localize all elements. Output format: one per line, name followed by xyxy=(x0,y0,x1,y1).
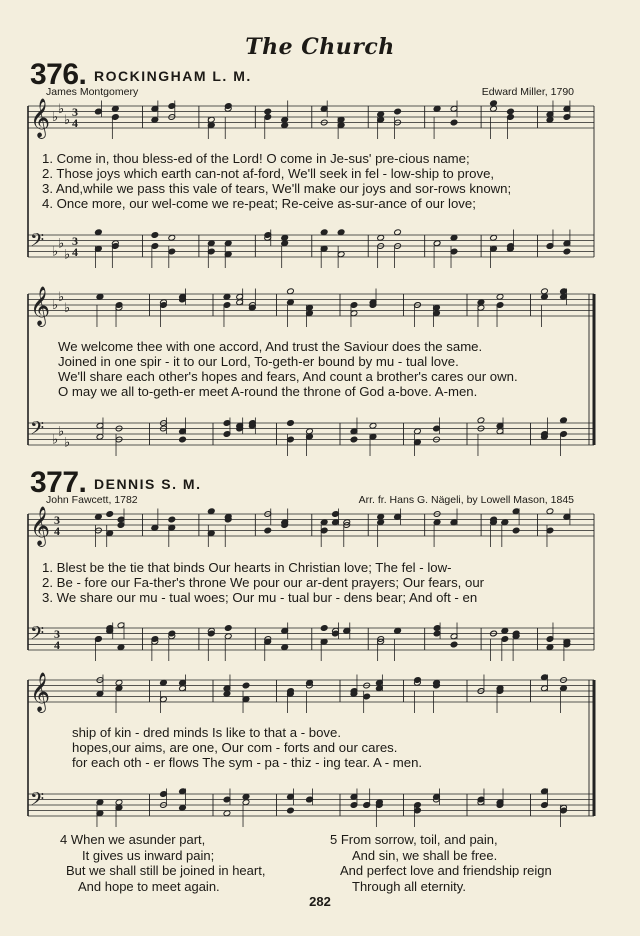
bass-clef-icon: 𝄢 xyxy=(30,789,45,815)
words-credit: John Fawcett, 1782 xyxy=(46,494,138,506)
note-head xyxy=(223,293,231,300)
note-head xyxy=(394,627,402,634)
note-head xyxy=(414,428,422,435)
note-head xyxy=(115,679,123,686)
note-head xyxy=(106,511,114,518)
page-number: 282 xyxy=(309,894,331,909)
section-title: The Church xyxy=(245,34,395,60)
note-head xyxy=(281,116,289,123)
lyric-line: Joined in one spir - it to our Lord, To-geth-er bound by mu - tual love. xyxy=(58,354,459,369)
lyric-line: We'll share each other's hopes and fears, And count a brother's cares our own. xyxy=(58,369,518,384)
note-head xyxy=(433,240,441,247)
extra-stanza xyxy=(330,832,552,894)
lyric-line: ship of kin - dred minds Is like to that a - bove. xyxy=(72,725,342,740)
note-head xyxy=(560,417,568,424)
note-head xyxy=(541,288,549,295)
note-head xyxy=(179,436,187,443)
note-head xyxy=(337,229,345,236)
note-head xyxy=(501,627,509,634)
treble-clef-icon: 𝄞 xyxy=(30,98,51,139)
lyric-line: We welcome thee with one accord, And trust the Saviour does the same. xyxy=(58,339,483,354)
note-head xyxy=(223,690,231,697)
note-head xyxy=(287,807,295,814)
note-head xyxy=(207,508,215,515)
note-head xyxy=(223,810,231,817)
note-head xyxy=(546,644,554,651)
note-head xyxy=(168,234,176,241)
note-head xyxy=(96,433,104,440)
note-head xyxy=(450,119,458,126)
flat-icon: ♭ xyxy=(58,424,65,440)
words-credit: James Montgomery xyxy=(46,86,139,98)
note-head xyxy=(377,513,385,520)
note-head xyxy=(242,793,250,800)
stanza-line: Through all eternity. xyxy=(352,878,466,894)
treble-clef-icon: 𝄞 xyxy=(30,286,51,327)
note-head xyxy=(95,229,103,236)
note-head xyxy=(563,248,571,255)
bass-clef-icon: 𝄢 xyxy=(30,418,45,444)
note-head xyxy=(546,116,554,123)
note-head xyxy=(115,799,123,806)
note-head xyxy=(115,685,123,692)
note-head xyxy=(168,516,176,523)
stanza-line: And hope to meet again. xyxy=(78,878,220,894)
bass-clef-icon: 𝄢 xyxy=(30,623,45,649)
flat-icon: ♭ xyxy=(58,289,65,305)
note-head xyxy=(151,116,159,123)
note-head xyxy=(394,229,402,236)
time-signature: 4 xyxy=(54,524,60,538)
lyric-line: 2. Those joys which earth can-not af-ford, We'll seek in fel - low-ship to prove, xyxy=(42,166,495,181)
note-head xyxy=(490,105,498,112)
note-head xyxy=(560,685,568,692)
stanza-line: And perfect love and friendship reign xyxy=(340,863,552,878)
time-signature: 4 xyxy=(54,638,60,652)
music-credit: Arr. fr. Hans G. Nägeli, by Lowell Mason, 1845 xyxy=(358,494,574,506)
flat-icon: ♭ xyxy=(58,101,65,117)
note-head xyxy=(320,519,328,526)
flat-icon: ♭ xyxy=(64,112,71,128)
note-head xyxy=(490,234,498,241)
tune-name: ROCKINGHAM L. M. xyxy=(94,68,252,84)
note-head xyxy=(160,679,168,686)
note-head xyxy=(281,122,289,129)
note-head xyxy=(96,293,104,300)
note-head xyxy=(281,644,289,651)
note-head xyxy=(507,108,515,115)
flat-icon: ♭ xyxy=(52,110,59,125)
note-head xyxy=(179,804,187,811)
note-head xyxy=(224,633,232,640)
flat-icon: ♭ xyxy=(64,300,71,316)
note-head xyxy=(433,519,441,526)
stanza-line: And sin, we shall be free. xyxy=(352,847,498,863)
lyric-line: 3. And,while we pass this vale of tears, We'll make our joys and sor-rows known; xyxy=(42,181,512,196)
flat-icon: ♭ xyxy=(64,435,71,451)
lyric-line: hopes,our aims, are one, Our com - forts and our cares. xyxy=(72,740,398,755)
note-head xyxy=(541,293,549,300)
note-head xyxy=(281,234,289,241)
note-head xyxy=(287,288,295,295)
time-signature: 3 xyxy=(54,627,60,641)
note-head xyxy=(224,625,232,632)
note-head xyxy=(281,240,289,247)
note-head xyxy=(320,229,328,236)
time-signature: 3 xyxy=(72,234,78,248)
time-signature: 4 xyxy=(72,116,78,130)
stanza-line: 4 When we asunder part, xyxy=(60,832,206,847)
note-head xyxy=(224,240,232,247)
note-head xyxy=(117,644,125,651)
stanza-line: It gives us inward pain; xyxy=(82,847,215,863)
time-signature: 3 xyxy=(72,105,78,119)
flat-icon: ♭ xyxy=(58,236,65,252)
note-head xyxy=(496,293,504,300)
note-head xyxy=(377,234,385,241)
hymn-number: 377. xyxy=(30,466,87,499)
note-head xyxy=(242,682,250,689)
stanza-line: 5 From sorrow, toil, and pain, xyxy=(330,832,498,847)
lyric-line: O may we all to-geth-er meet A-round the throne of God a-bove. A-men. xyxy=(58,384,478,399)
note-head xyxy=(95,513,103,520)
note-head xyxy=(477,417,485,424)
lyric-line: 4. Once more, our wel-come we re-peat; Re-ceive as-sur-ance of our love; xyxy=(42,196,476,211)
lyric-line: 1. Come in, thou bless-ed of the Lord! O come in Je-sus' pre-cious name; xyxy=(42,151,470,166)
note-head xyxy=(287,420,295,427)
note-head xyxy=(377,111,385,118)
note-head xyxy=(369,422,377,429)
time-signature: 3 xyxy=(54,513,60,527)
note-head xyxy=(96,799,104,806)
flat-icon: ♭ xyxy=(52,244,59,260)
time-signature: 4 xyxy=(72,245,78,259)
note-head xyxy=(264,108,272,115)
note-head xyxy=(350,436,358,443)
note-head xyxy=(450,641,458,648)
note-head xyxy=(242,799,250,806)
note-head xyxy=(112,105,120,112)
treble-clef-icon: 𝄞 xyxy=(30,506,51,547)
note-head xyxy=(501,519,509,526)
note-head xyxy=(377,519,385,526)
extra-stanza xyxy=(60,832,265,894)
note-head xyxy=(151,232,159,239)
note-head xyxy=(320,625,328,632)
note-head xyxy=(490,100,498,107)
flat-icon: ♭ xyxy=(52,298,59,313)
note-head xyxy=(450,234,458,241)
music-credit: Edward Miller, 1790 xyxy=(481,86,574,98)
flat-icon: ♭ xyxy=(52,432,59,448)
tune-name: DENNIS S. M. xyxy=(94,476,202,492)
lyric-line: 1. Blest be the tie that binds Our hearts in Christian love; The fel - low- xyxy=(42,560,452,575)
flat-icon: ♭ xyxy=(64,247,71,263)
lyric-line: for each oth - er flows The sym - pa - thiz - ing tear. A - men. xyxy=(72,755,423,770)
note-head xyxy=(287,299,295,306)
bass-clef-icon: 𝄢 xyxy=(30,230,45,256)
note-head xyxy=(264,527,272,534)
note-head xyxy=(477,299,485,306)
treble-clef-icon: 𝄞 xyxy=(30,672,51,713)
lyric-line: 3. We share our mu - tual woes; Our mu - tual bur - dens bear; And oft - en xyxy=(42,590,478,605)
lyric-line: 2. Be - fore our Fa-ther's throne We pour our ar-dent prayers; Our fears, our xyxy=(42,575,485,590)
note-head xyxy=(394,108,402,115)
hymn-number: 376. xyxy=(30,58,87,91)
note-head xyxy=(96,690,104,697)
stanza-line: But we shall still be joined in heart, xyxy=(66,863,266,878)
note-head xyxy=(512,527,520,534)
note-head xyxy=(306,428,314,435)
note-head xyxy=(546,508,554,515)
note-head xyxy=(207,240,215,247)
note-head xyxy=(151,524,159,531)
